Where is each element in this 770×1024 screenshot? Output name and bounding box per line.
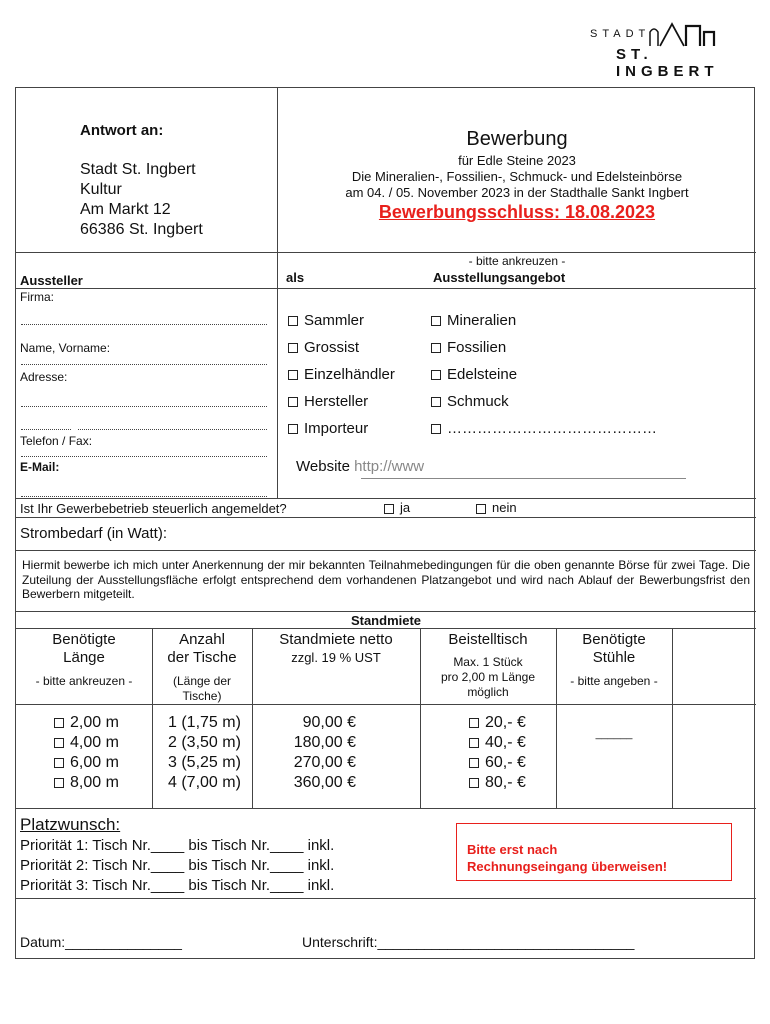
checkbox[interactable] <box>288 316 298 326</box>
option-label: Sammler <box>304 312 365 329</box>
deadline-text: Bewerbungsschluss: 18.08.2023 <box>378 202 656 222</box>
length-option[interactable] <box>54 733 119 753</box>
rent-price: 90,00 € <box>302 714 356 731</box>
option-label: Edelsteine <box>447 366 518 383</box>
option-edelsteine[interactable] <box>431 361 657 388</box>
sidetable-option[interactable] <box>469 773 526 793</box>
checkbox[interactable] <box>288 424 298 434</box>
name-field[interactable] <box>21 364 267 365</box>
option-label: Mineralien <box>447 312 517 329</box>
checkbox[interactable] <box>431 397 441 407</box>
website-field[interactable]: http://www <box>354 458 425 475</box>
option-label: ja <box>400 500 411 515</box>
placement-rows <box>20 836 334 896</box>
header-text: Länge <box>63 649 105 666</box>
checkbox[interactable] <box>469 758 479 768</box>
rent-price: 270,00 € <box>293 754 356 771</box>
header-text: der Tische <box>167 649 237 666</box>
option-label: nein <box>492 500 517 515</box>
form-title: Bewerbung <box>466 128 568 150</box>
length-option[interactable] <box>54 753 119 773</box>
city-field[interactable] <box>78 429 267 430</box>
offer-options <box>431 307 657 442</box>
tax-no[interactable] <box>476 500 517 515</box>
header-text: zzgl. 19 % UST <box>291 650 381 665</box>
notice-line: Bitte erst nach <box>467 842 558 857</box>
date-field[interactable]: Datum:_______________ <box>20 934 182 950</box>
checkbox[interactable] <box>54 778 64 788</box>
option-label: Fossilien <box>447 339 507 356</box>
table-count: 4 (7,00 m) <box>168 774 241 791</box>
checkbox[interactable] <box>431 343 441 353</box>
header-text: Benötigte <box>582 631 646 648</box>
event-date: am 04. / 05. November 2023 in der Stadthalle Sankt Ingbert <box>345 185 689 200</box>
col-length-hint: - bitte ankreuzen - <box>35 674 133 688</box>
phone-field[interactable] <box>21 456 267 457</box>
length-value: 4,00 m <box>70 734 119 751</box>
application-form <box>15 87 755 959</box>
logo-stadt-text: STADT <box>590 28 651 40</box>
as-options <box>288 307 395 442</box>
email-field[interactable] <box>21 496 267 497</box>
company-field[interactable] <box>21 324 267 325</box>
sidetable-option[interactable] <box>469 733 526 753</box>
email-label: E-Mail: <box>20 460 60 474</box>
col-length-header <box>16 631 152 667</box>
header-text: Max. 1 Stück <box>453 655 523 669</box>
phone-label: Telefon / Fax: <box>20 434 93 448</box>
sidetable-price: 40,- € <box>485 734 526 751</box>
length-value: 8,00 m <box>70 774 119 791</box>
sidetable-price: 60,- € <box>485 754 526 771</box>
chairs-field[interactable]: ______ <box>595 728 633 740</box>
stadt-logo <box>580 18 760 80</box>
length-option[interactable] <box>54 773 119 793</box>
rent-price: 360,00 € <box>293 774 356 791</box>
website-label: Website <box>296 458 350 475</box>
tax-yes[interactable] <box>384 500 410 515</box>
checkbox[interactable] <box>54 758 64 768</box>
option-label: …………………………………… <box>447 420 657 437</box>
option-fossilien[interactable] <box>431 334 657 361</box>
option-sammler[interactable] <box>288 307 395 334</box>
option-hersteller[interactable] <box>288 388 395 415</box>
header-text: Standmiete netto <box>279 631 393 648</box>
checkbox[interactable] <box>469 778 479 788</box>
checkbox[interactable] <box>476 504 486 514</box>
sidetable-option[interactable] <box>469 753 526 773</box>
header-text: Stühle <box>592 649 636 666</box>
header-text: pro 2,00 m Länge <box>440 670 536 684</box>
option-label: Einzelhändler <box>304 366 395 383</box>
col-sidetable-hint <box>420 655 556 700</box>
address-line: Stadt St. Ingbert <box>80 161 196 178</box>
col-sidetable-header: Beistelltisch <box>448 631 528 648</box>
col-tables-hint <box>152 674 252 704</box>
table-count: 1 (1,75 m) <box>168 714 241 731</box>
option-label: Importeur <box>304 420 369 437</box>
declaration-text: Hiermit bewerbe ich mich unter Anerkennung der mir bekannten Teilnahmebedingungen für die oben genannte Börse für zwei Tage. Die Zuteilung der Ausstellungsfläche erfolgt entsprechend dem vorhandenen Platzangebot und wird nach Ablauf der Bewerbungsfrist den Bewerbern mitgeteilt. <box>22 558 750 601</box>
col-chairs-hint: - bitte angeben - <box>570 674 658 688</box>
company-label: Firma: <box>20 290 54 304</box>
option-label: Hersteller <box>304 393 369 410</box>
rent-heading: Standmiete <box>350 613 422 628</box>
length-options <box>54 713 119 793</box>
header-text: Tische) <box>182 689 222 703</box>
checkbox[interactable] <box>431 370 441 380</box>
header-text: Benötigte <box>52 631 116 648</box>
address-line: Kultur <box>80 181 122 198</box>
length-option[interactable] <box>54 713 119 733</box>
address-line: 66386 St. Ingbert <box>80 221 203 238</box>
zip-field[interactable] <box>21 429 71 430</box>
col-tables-header <box>152 631 252 667</box>
col-chairs-header <box>556 631 672 667</box>
address-field-1[interactable] <box>21 406 267 407</box>
col-price-header <box>252 631 420 667</box>
header-text: möglich <box>467 685 509 699</box>
placement-row[interactable]: Priorität 1: Tisch Nr.____ bis Tisch Nr.____ inkl. <box>20 837 335 854</box>
checkbox[interactable] <box>288 370 298 380</box>
skyline-icon <box>642 18 752 48</box>
event-name: für Edle Steine 2023 <box>458 153 576 168</box>
website-underline <box>361 478 686 479</box>
as-heading: als <box>286 270 305 285</box>
checkbox[interactable] <box>431 424 441 434</box>
option-grossist[interactable] <box>288 334 395 361</box>
option-schmuck[interactable] <box>431 388 657 415</box>
option-other[interactable] <box>431 415 657 442</box>
sidetable-option[interactable] <box>469 713 526 733</box>
checkbox[interactable] <box>469 738 479 748</box>
checkbox[interactable] <box>288 343 298 353</box>
length-value: 2,00 m <box>70 714 119 731</box>
option-mineralien[interactable] <box>431 307 657 334</box>
length-value: 6,00 m <box>70 754 119 771</box>
rent-prices <box>252 713 356 793</box>
rent-price: 180,00 € <box>293 734 356 751</box>
answer-title: Antwort an: <box>80 122 164 139</box>
payment-notice <box>456 823 732 881</box>
option-importeur[interactable] <box>288 415 395 442</box>
table-count: 3 (5,25 m) <box>168 754 241 771</box>
header-text: Anzahl <box>179 631 225 648</box>
notice-line: Rechnungseingang überweisen! <box>467 859 668 874</box>
tax-question: Ist Ihr Gewerbebetrieb steuerlich angemeldet? <box>20 501 287 516</box>
sidetable-price: 80,- € <box>485 774 526 791</box>
table-count: 2 (3,50 m) <box>168 734 241 751</box>
power-label[interactable]: Strombedarf (in Watt): <box>20 525 167 542</box>
checkbox[interactable] <box>431 316 441 326</box>
sidetable-options <box>469 713 526 793</box>
logo-name-text: ST. INGBERT <box>616 46 719 80</box>
answer-address <box>80 160 203 240</box>
check-hint: - bitte ankreuzen - <box>468 254 566 268</box>
checkbox[interactable] <box>54 718 64 728</box>
checkbox[interactable] <box>288 397 298 407</box>
address-label: Adresse: <box>20 370 68 384</box>
address-line: Am Markt 12 <box>80 201 171 218</box>
placement-row[interactable]: Priorität 3: Tisch Nr.____ bis Tisch Nr.____ inkl. <box>20 877 335 894</box>
option-einzelhaendler[interactable] <box>288 361 395 388</box>
option-label: Schmuck <box>447 393 509 410</box>
name-label: Name, Vorname: <box>20 341 111 355</box>
offer-heading: Ausstellungsangebot <box>433 270 566 285</box>
event-description: Die Mineralien-, Fossilien-, Schmuck- und Edelsteinbörse <box>351 169 683 184</box>
placement-title: Platzwunsch: <box>20 815 121 834</box>
checkbox[interactable] <box>469 718 479 728</box>
signature-field[interactable]: Unterschrift:_________________________________ <box>302 934 635 950</box>
sidetable-price: 20,- € <box>485 714 526 731</box>
table-counts <box>168 713 241 793</box>
option-label: Grossist <box>304 339 360 356</box>
checkbox[interactable] <box>54 738 64 748</box>
exhibitor-heading: Aussteller <box>20 273 83 288</box>
placement-row[interactable]: Priorität 2: Tisch Nr.____ bis Tisch Nr.____ inkl. <box>20 857 335 874</box>
website-row <box>296 458 424 475</box>
header-text: (Länge der <box>172 674 232 688</box>
checkbox[interactable] <box>384 504 394 514</box>
